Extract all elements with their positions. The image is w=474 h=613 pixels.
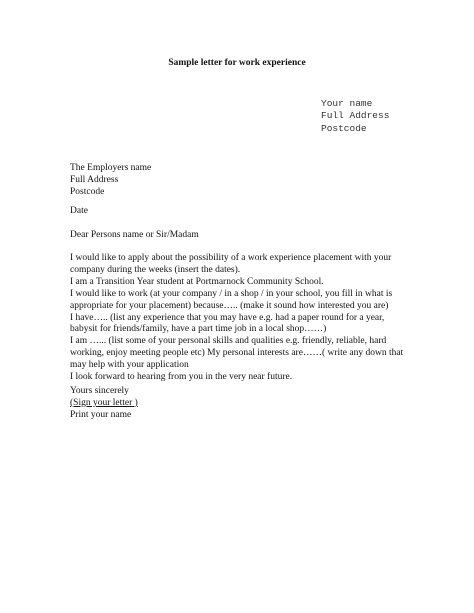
closing-block bbox=[70, 386, 138, 422]
print-name: Print your name bbox=[70, 409, 132, 420]
recipient-name: The Employers name bbox=[70, 163, 152, 173]
recipient-address-block bbox=[70, 163, 151, 199]
sender-name: Your name bbox=[321, 98, 373, 109]
sender-address: Full Address bbox=[321, 110, 390, 122]
body-line: I would like to apply about the possibility of a work experience placement with your bbox=[70, 253, 392, 263]
letter-body bbox=[70, 253, 403, 384]
body-line: company during the weeks (insert the dates). bbox=[70, 264, 241, 275]
recipient-address: Full Address bbox=[70, 174, 119, 185]
salutation: Dear Persons name or Sir/Madam bbox=[70, 230, 199, 240]
letter-date: Date bbox=[70, 206, 88, 216]
sender-postcode: Postcode bbox=[321, 122, 367, 134]
sender-address-block bbox=[321, 98, 389, 135]
body-line: I am …... (list some of your personal skills and qualities e.g. friendly, reliable, hard bbox=[70, 336, 387, 347]
body-line: appropriate for your placement) because….. (make it sound how interested you are) bbox=[70, 300, 389, 311]
valediction: Yours sincerely bbox=[70, 386, 129, 396]
body-line: I am a Transition Year student at Portmarnock Community School. bbox=[70, 276, 324, 287]
body-line: may help with your application bbox=[70, 360, 189, 371]
body-line: babysit for friends/family, have a part time job in a local shop……) bbox=[70, 324, 327, 335]
body-line: I would like to work (at your company / in a shop / in your school, you fill in what is bbox=[70, 288, 393, 299]
signature-placeholder: (Sign your letter ) bbox=[70, 397, 138, 408]
letter-title: Sample letter for work experience bbox=[168, 58, 306, 68]
body-line: I have….. (list any experience that you may have e.g. had a paper round for a year, bbox=[70, 312, 385, 323]
recipient-postcode: Postcode bbox=[70, 186, 105, 197]
body-line: working, enjoy meeting people etc) My personal interests are……( write any down that bbox=[70, 348, 404, 359]
body-line: I look forward to hearing from you in the very near future. bbox=[70, 372, 293, 383]
